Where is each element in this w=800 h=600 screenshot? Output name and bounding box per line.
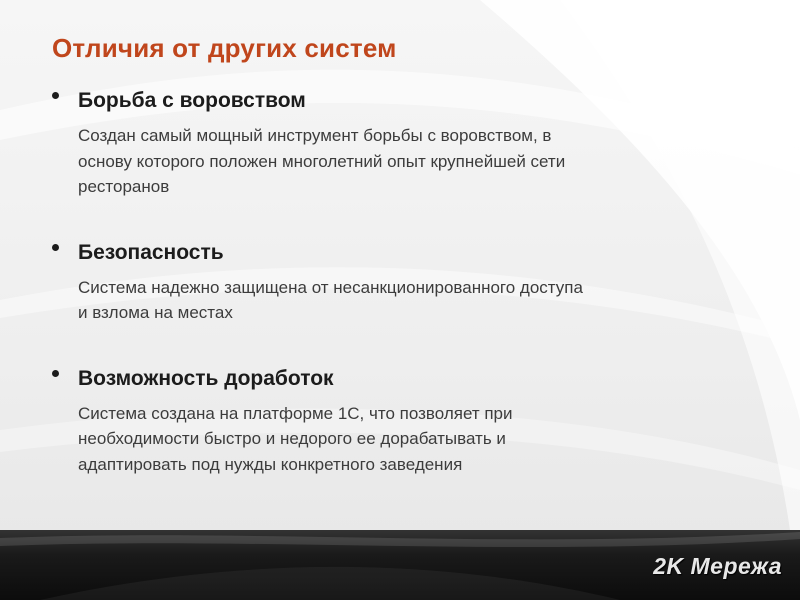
item-header [52,238,752,268]
description-line: ресторанов [78,177,170,196]
item-heading: Безопасность [78,240,224,264]
description-line: Создан самый мощный инструмент борьбы с воровством, в [78,126,552,145]
bullet-icon [52,244,59,251]
bullet-list [52,86,752,477]
item-header [52,86,752,116]
item-heading: Возможность доработок [78,366,334,390]
item-description [78,275,758,326]
footer-bar [0,530,800,600]
list-item [52,238,752,326]
description-line: адаптировать под нужды конкретного заведения [78,454,463,474]
item-description [78,123,758,200]
description-line: Система создана на платформе 1С, что позволяет при [78,403,513,423]
brand-logo: 2K Мережа [653,553,782,579]
slide-title: Отличия от других систем [52,33,397,63]
description-line: и взлома на местах [78,303,233,322]
bullet-icon [52,92,59,99]
description-line: необходимости быстро и недорого ее дорабатывать и [78,429,506,448]
list-item [52,86,752,200]
list-item [52,364,752,478]
bullet-icon [52,370,59,377]
description-line: Система надежно защищена от несанкционированного доступа [78,277,583,297]
item-header [52,364,752,394]
item-heading: Борьба с воровством [78,89,306,112]
item-description [78,401,758,478]
description-line: основу которого положен многолетний опыт крупнейшей сети [78,151,566,171]
